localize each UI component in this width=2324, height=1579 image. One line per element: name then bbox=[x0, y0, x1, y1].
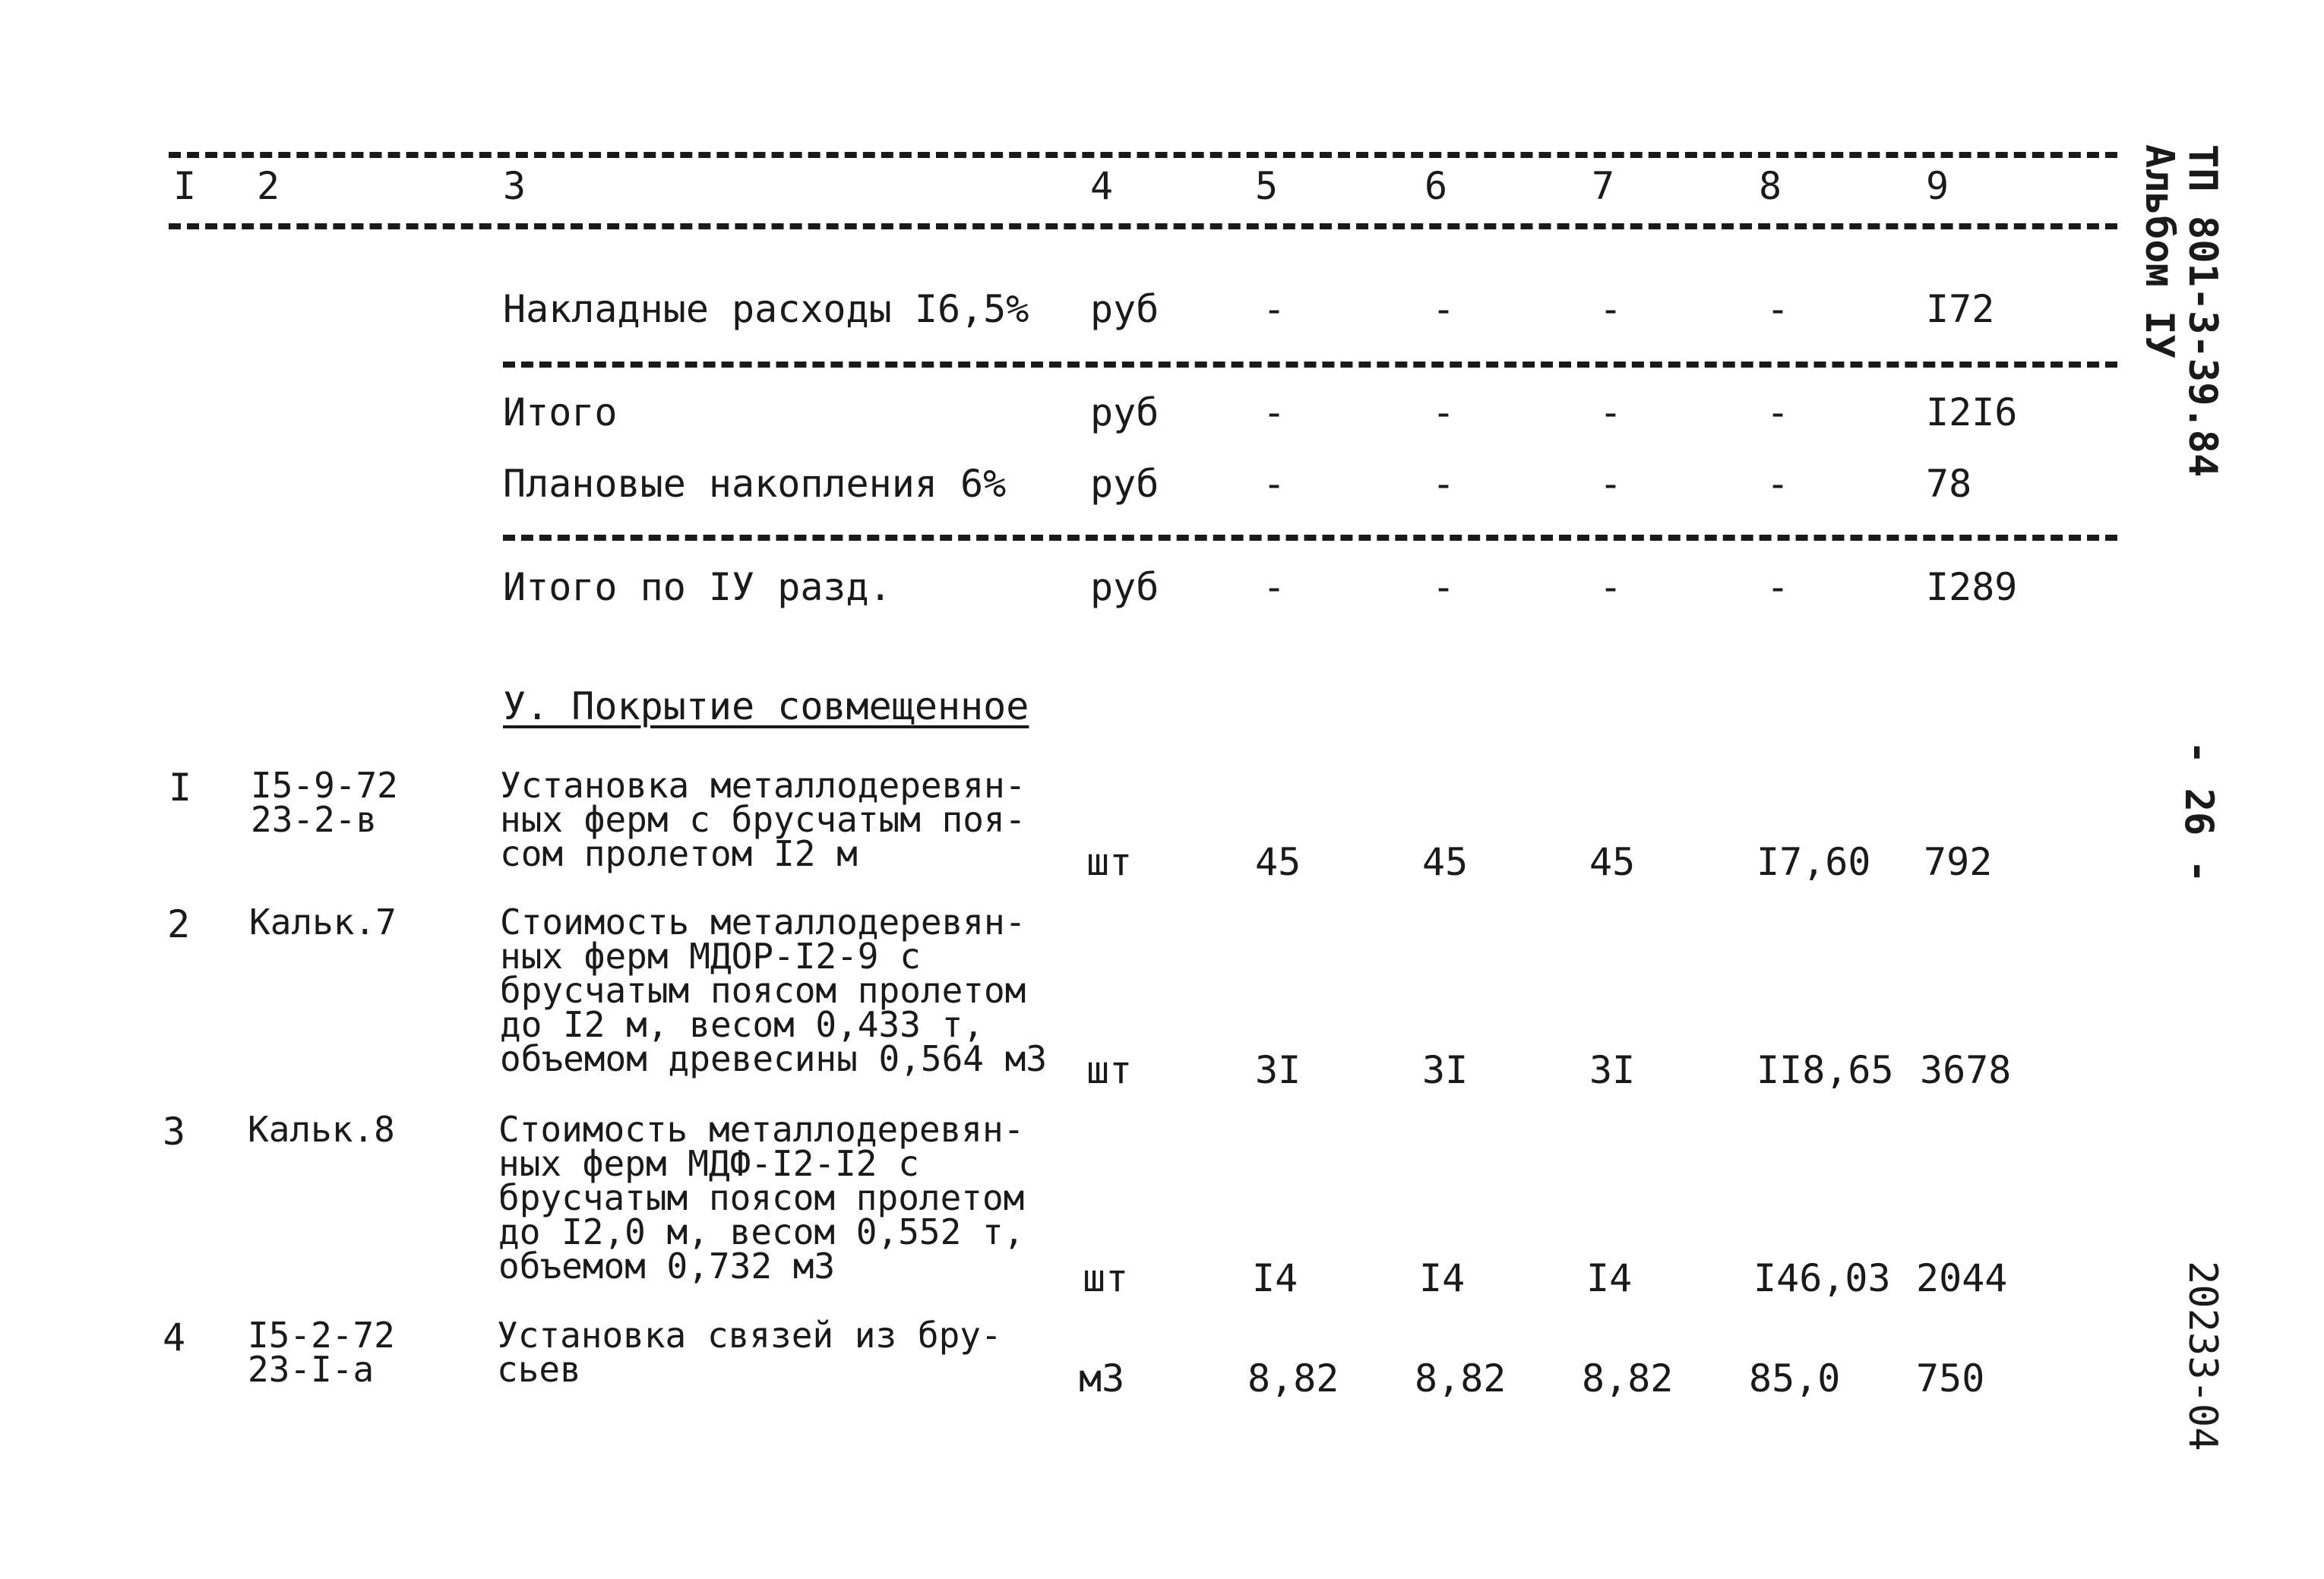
item-description: Установка связей из бру- сьев bbox=[497, 1315, 1002, 1390]
header-top-rule bbox=[169, 152, 2117, 158]
summary-col-7: - bbox=[1599, 565, 1623, 609]
summary-col-7: - bbox=[1599, 287, 1623, 331]
item-col-7: I4 bbox=[1586, 1256, 1633, 1300]
item-col-8: I7,60 bbox=[1756, 840, 1871, 884]
summary-unit: руб bbox=[1090, 390, 1159, 434]
summary-rule-2 bbox=[503, 535, 2117, 541]
header-col-5: 5 bbox=[1255, 164, 1279, 208]
summary-rule-1 bbox=[503, 362, 2117, 368]
item-col-6: 45 bbox=[1422, 840, 1469, 884]
item-number: 4 bbox=[163, 1315, 186, 1360]
summary-col-9: 78 bbox=[1926, 462, 1972, 506]
item-number: 3 bbox=[163, 1110, 186, 1154]
item-unit: м3 bbox=[1079, 1356, 1125, 1401]
item-col-6: 3I bbox=[1422, 1048, 1469, 1092]
summary-col-6: - bbox=[1432, 390, 1456, 434]
archive-number: 20233-04 bbox=[2180, 1261, 2225, 1451]
header-col-1: I bbox=[173, 164, 197, 208]
item-unit: шт bbox=[1083, 1256, 1129, 1300]
summary-col-6: - bbox=[1432, 462, 1456, 506]
item-col-8: II8,65 bbox=[1756, 1048, 1894, 1092]
item-number: 2 bbox=[167, 902, 191, 946]
summary-unit: руб bbox=[1090, 565, 1159, 609]
item-col-7: 3I bbox=[1589, 1048, 1636, 1092]
summary-col-5: - bbox=[1263, 390, 1286, 434]
item-col-9: 750 bbox=[1916, 1356, 1985, 1401]
item-col-9: 3678 bbox=[1920, 1048, 2012, 1092]
header-col-4: 4 bbox=[1090, 164, 1114, 208]
section-title: У. Покрытие совмещенное bbox=[503, 684, 1029, 728]
summary-col-8: - bbox=[1766, 565, 1790, 609]
page-number: - 26 - bbox=[2176, 741, 2221, 883]
summary-col-6: - bbox=[1432, 565, 1456, 609]
item-col-5: 45 bbox=[1255, 840, 1301, 884]
summary-col-9: I72 bbox=[1926, 287, 1995, 331]
summary-name: Итого по IУ разд. bbox=[503, 565, 892, 609]
item-col-5: 3I bbox=[1255, 1048, 1301, 1092]
summary-name: Итого bbox=[503, 390, 618, 434]
item-col-5: I4 bbox=[1252, 1256, 1298, 1300]
header-col-3: 3 bbox=[503, 164, 526, 208]
header-col-8: 8 bbox=[1759, 164, 1782, 208]
header-col-9: 9 bbox=[1926, 164, 1949, 208]
summary-col-7: - bbox=[1599, 390, 1623, 434]
summary-name: Плановые накопления 6% bbox=[503, 462, 1007, 506]
header-col-2: 2 bbox=[257, 164, 280, 208]
summary-col-7: - bbox=[1599, 462, 1623, 506]
header-bottom-rule bbox=[169, 223, 2117, 229]
item-description: Стоимость металлодеревян- ных ферм МДОР-I2-9 с брусчатым поясом пролетом до I2 м, весом 0,433 т, объемом древесины 0,564 м3 bbox=[500, 902, 1048, 1079]
summary-col-5: - bbox=[1263, 565, 1286, 609]
summary-col-6: - bbox=[1432, 287, 1456, 331]
item-col-5: 8,82 bbox=[1247, 1356, 1339, 1401]
item-unit: шт bbox=[1086, 840, 1133, 884]
item-code: I5-2-72 23-I-а bbox=[248, 1315, 395, 1390]
summary-col-8: - bbox=[1766, 390, 1790, 434]
item-code: Кальк.7 bbox=[249, 902, 397, 943]
item-code: I5-9-72 23-2-в bbox=[251, 765, 398, 840]
item-unit: шт bbox=[1086, 1048, 1133, 1092]
item-col-9: 2044 bbox=[1916, 1256, 2008, 1300]
item-col-7: 8,82 bbox=[1582, 1356, 1674, 1401]
header-col-6: 6 bbox=[1424, 164, 1448, 208]
summary-col-9: I2I6 bbox=[1926, 390, 2018, 434]
summary-col-8: - bbox=[1766, 287, 1790, 331]
item-col-6: 8,82 bbox=[1415, 1356, 1507, 1401]
doc-code: ТП 801-3-39.84 bbox=[2180, 144, 2225, 478]
item-col-8: 85,0 bbox=[1749, 1356, 1841, 1401]
item-description: Установка металлодеревян- ных ферм с брусчатым поя- сом пролетом I2 м bbox=[500, 765, 1026, 874]
item-col-7: 45 bbox=[1589, 840, 1636, 884]
summary-col-8: - bbox=[1766, 462, 1790, 506]
header-col-7: 7 bbox=[1592, 164, 1615, 208]
summary-col-9: I289 bbox=[1926, 565, 2018, 609]
item-col-9: 792 bbox=[1924, 840, 1993, 884]
item-code: Кальк.8 bbox=[248, 1109, 395, 1150]
summary-unit: руб bbox=[1090, 287, 1159, 331]
item-number: I bbox=[169, 766, 192, 810]
summary-col-5: - bbox=[1263, 287, 1286, 331]
album-label: Альбом IУ bbox=[2136, 144, 2182, 358]
item-col-8: I46,03 bbox=[1753, 1256, 1891, 1300]
summary-name: Накладные расходы I6,5% bbox=[503, 287, 1029, 331]
item-description: Стоимость металлодеревян- ных ферм МДФ-I2-I2 с брусчатым поясом пролетом до I2,0 м, весом 0,552 т, объемом 0,732 м3 bbox=[498, 1109, 1025, 1287]
item-col-6: I4 bbox=[1419, 1256, 1466, 1300]
summary-col-5: - bbox=[1263, 462, 1286, 506]
summary-unit: руб bbox=[1090, 462, 1159, 506]
